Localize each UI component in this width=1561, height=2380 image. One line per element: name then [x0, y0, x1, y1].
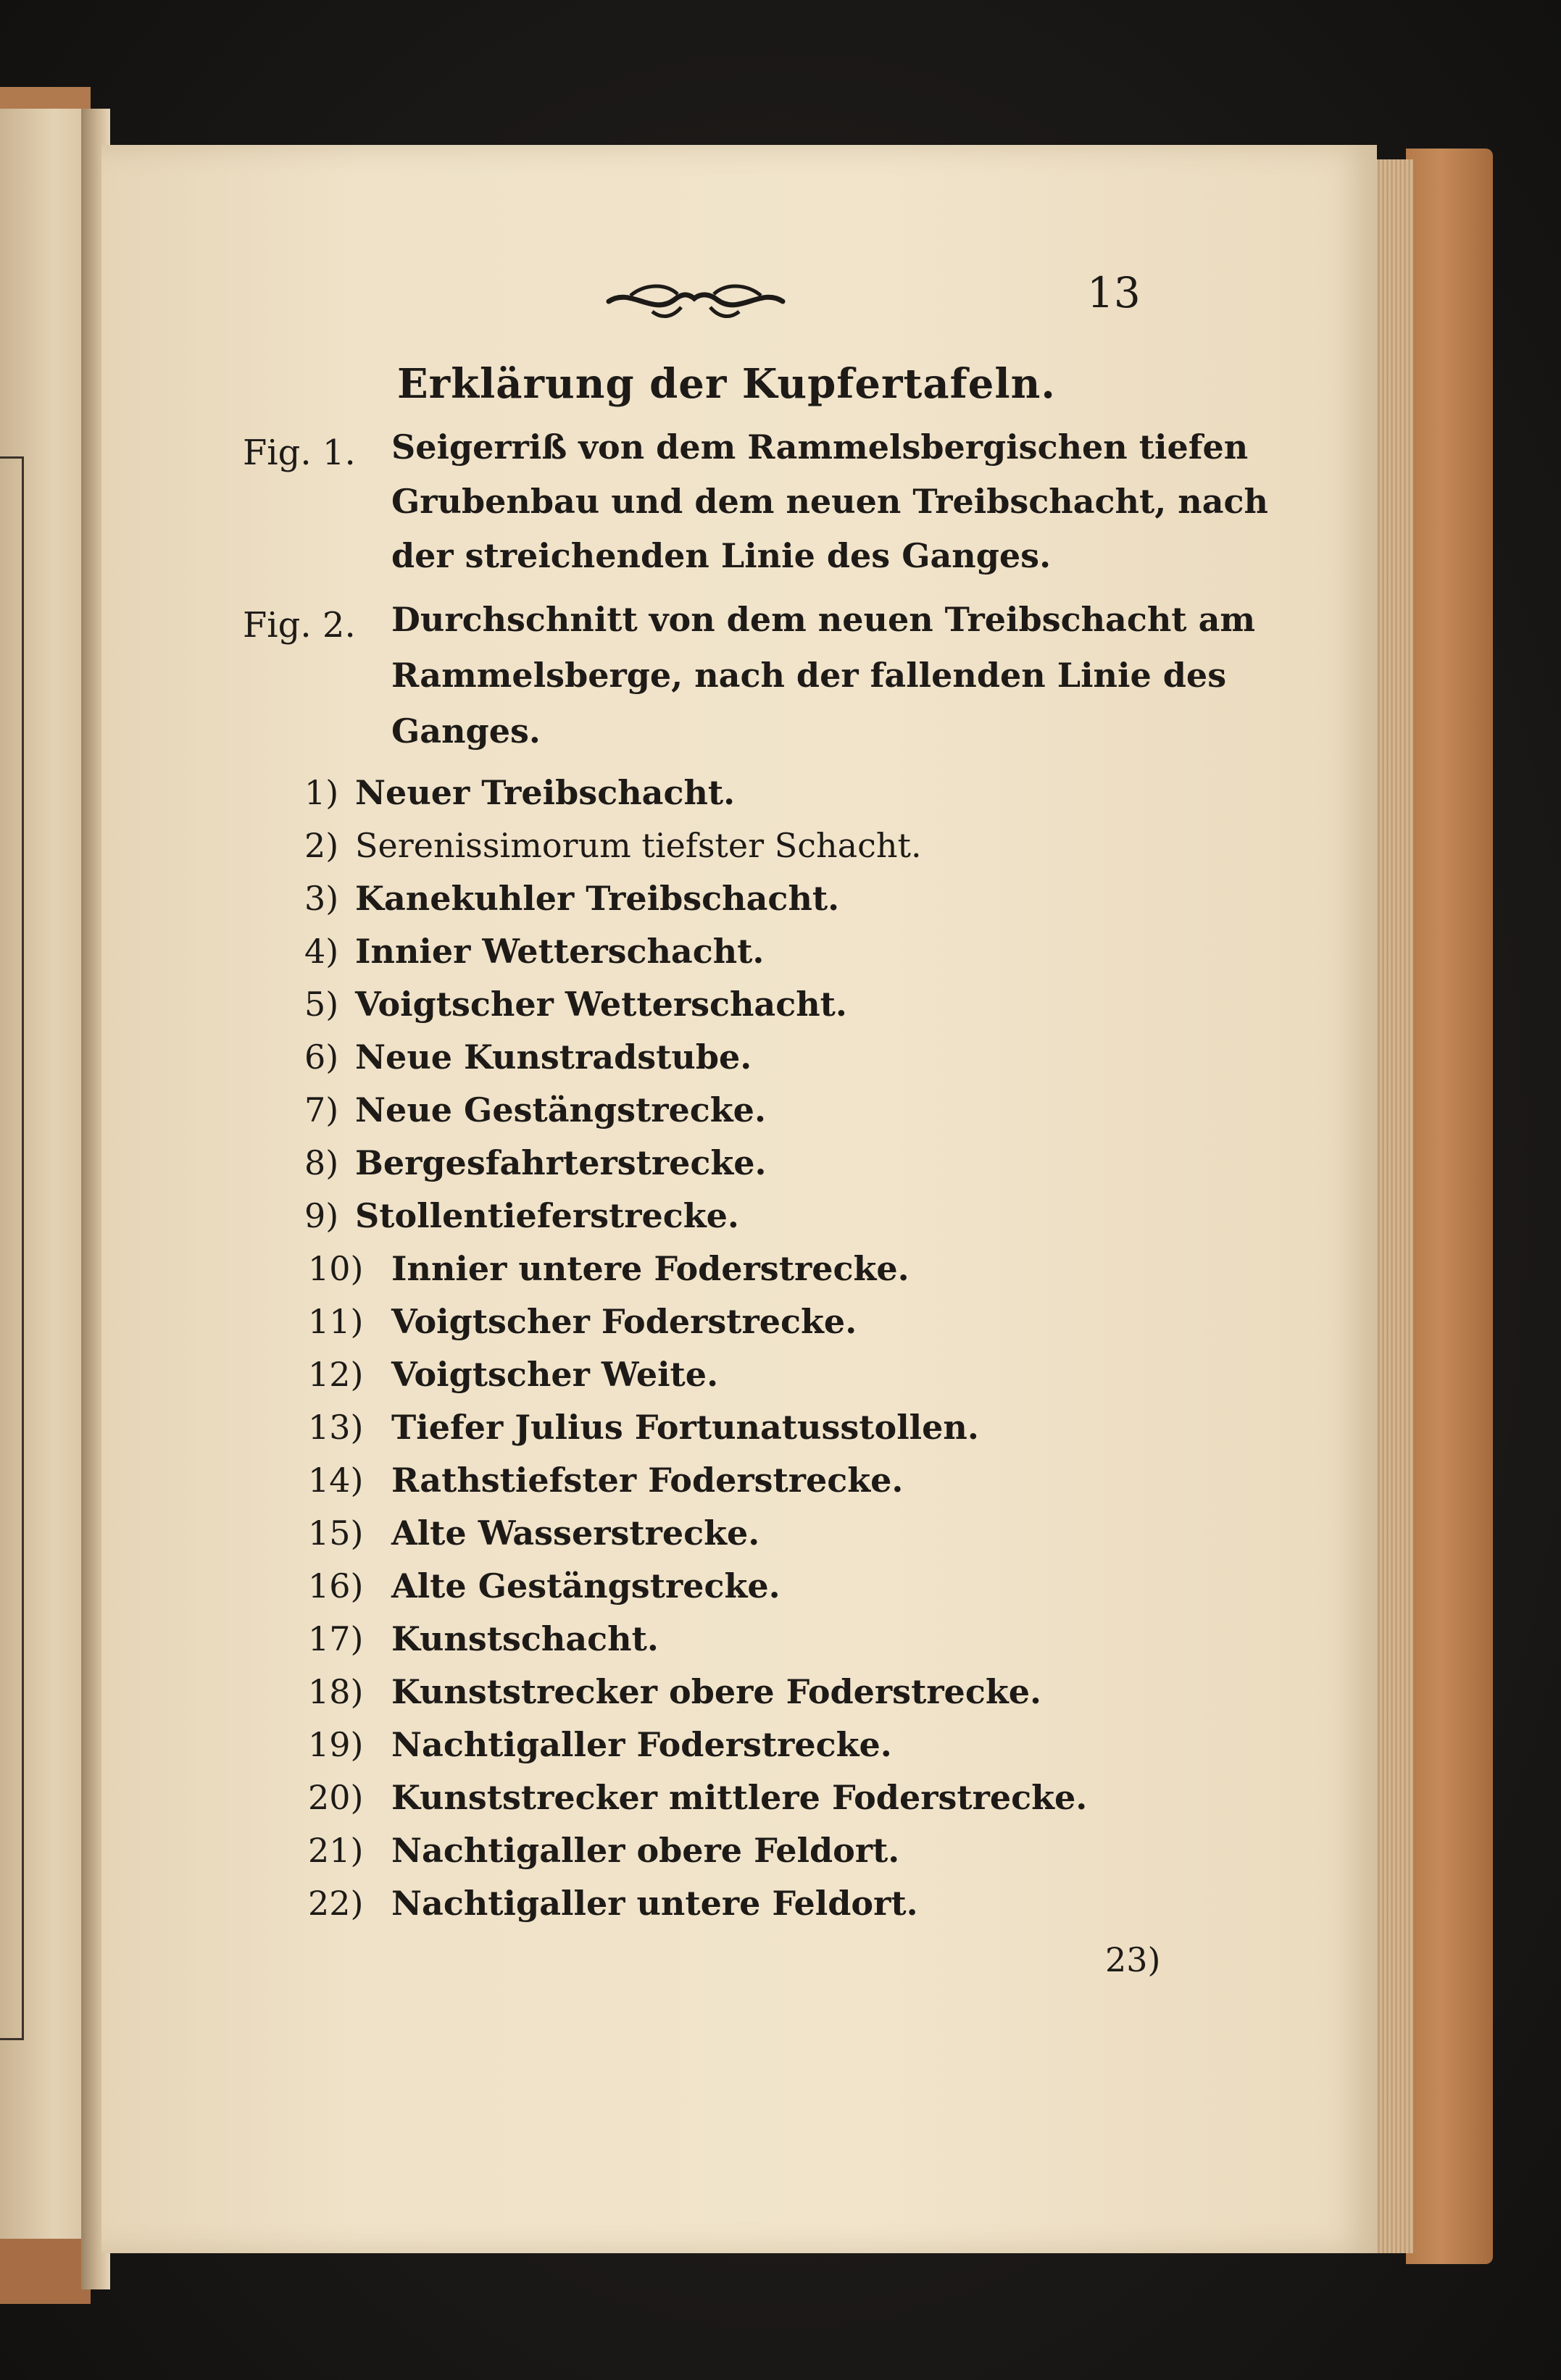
list-item: Voigtscher Foderstrecke.	[391, 1302, 857, 1341]
list-item-number: 1)	[304, 773, 339, 812]
list-item: Kunststrecker mittlere Foderstrecke.	[391, 1778, 1088, 1817]
list-item-number: 2)	[304, 826, 339, 865]
list-item: Neue Gestängstrecke.	[355, 1090, 766, 1130]
list-item-number: 15)	[308, 1513, 364, 1553]
list-item: Voigtscher Wetterschacht.	[355, 985, 847, 1024]
list-item: Stollentieferstrecke.	[355, 1196, 739, 1235]
figure-1-line-2: Grubenbau und dem neuen Treibschacht, nach	[391, 482, 1268, 521]
previous-page-sliver	[0, 109, 92, 2289]
list-item-number: 3)	[304, 879, 339, 918]
list-item-number: 9)	[304, 1196, 339, 1235]
list-item: Alte Wasserstrecke.	[391, 1513, 760, 1553]
page-title: Erklärung der Kupfertafeln.	[397, 360, 1056, 408]
list-item-number: 10)	[308, 1249, 364, 1288]
list-item-number: 14)	[308, 1461, 364, 1500]
list-item: Voigtscher Weite.	[391, 1355, 719, 1394]
list-item: Kanekuhler Treibschacht.	[355, 879, 840, 918]
list-item-number: 13)	[308, 1408, 364, 1447]
page-number: 13	[1087, 268, 1141, 317]
list-item-number: 6)	[304, 1037, 339, 1077]
list-item-number: 19)	[308, 1725, 364, 1764]
header-ornament	[601, 280, 790, 323]
list-item: Neuer Treibschacht.	[355, 773, 736, 812]
figure-label-1: Fig. 1.	[243, 433, 356, 473]
list-item: Kunstschacht.	[391, 1619, 659, 1658]
left-cover-edge-bottom	[0, 2239, 91, 2304]
list-item-number: 8)	[304, 1143, 339, 1182]
list-item: Serenissimorum tiefster Schacht.	[355, 826, 922, 865]
list-item: Kunststrecker obere Foderstrecke.	[391, 1672, 1041, 1711]
figure-1-line-1: Seigerriß von dem Rammelsbergischen tiefen	[391, 427, 1249, 467]
list-item: Rathstiefster Foderstrecke.	[391, 1461, 904, 1500]
figure-1-line-3: der streichenden Linie des Ganges.	[391, 536, 1052, 575]
list-item-number: 18)	[308, 1672, 364, 1711]
list-item-number: 17)	[308, 1619, 364, 1658]
figure-2-line-1: Durchschnitt von dem neuen Treibschacht am	[391, 600, 1256, 639]
list-item-number: 12)	[308, 1355, 364, 1394]
list-item-number: 11)	[308, 1302, 364, 1341]
list-item: Tiefer Julius Fortunatusstollen.	[391, 1408, 979, 1447]
list-item: Innier Wetterschacht.	[355, 932, 765, 971]
plate-border-line	[0, 456, 24, 2040]
list-item-number: 21)	[308, 1831, 364, 1870]
list-item: Nachtigaller obere Feldort.	[391, 1831, 900, 1870]
list-item-number: 7)	[304, 1090, 339, 1130]
list-item-number: 5)	[304, 985, 339, 1024]
list-item-number: 16)	[308, 1566, 364, 1606]
list-item: Innier untere Foderstrecke.	[391, 1249, 909, 1288]
figure-label-2: Fig. 2.	[243, 605, 356, 646]
list-item-number: 4)	[304, 932, 339, 971]
figure-2-line-3: Ganges.	[391, 711, 541, 751]
catchword: 23)	[1105, 1940, 1161, 1979]
list-item: Bergesfahrterstrecke.	[355, 1143, 767, 1182]
list-item-number: 22)	[308, 1884, 364, 1923]
list-item: Nachtigaller untere Feldort.	[391, 1884, 918, 1923]
list-item: Neue Kunstradstube.	[355, 1037, 752, 1077]
right-cover-board	[1406, 149, 1493, 2264]
figure-2-line-2: Rammelsberge, nach der fallenden Linie des	[391, 656, 1227, 695]
list-item: Alte Gestängstrecke.	[391, 1566, 780, 1606]
list-item: Nachtigaller Foderstrecke.	[391, 1725, 892, 1764]
list-item-number: 20)	[308, 1778, 364, 1817]
